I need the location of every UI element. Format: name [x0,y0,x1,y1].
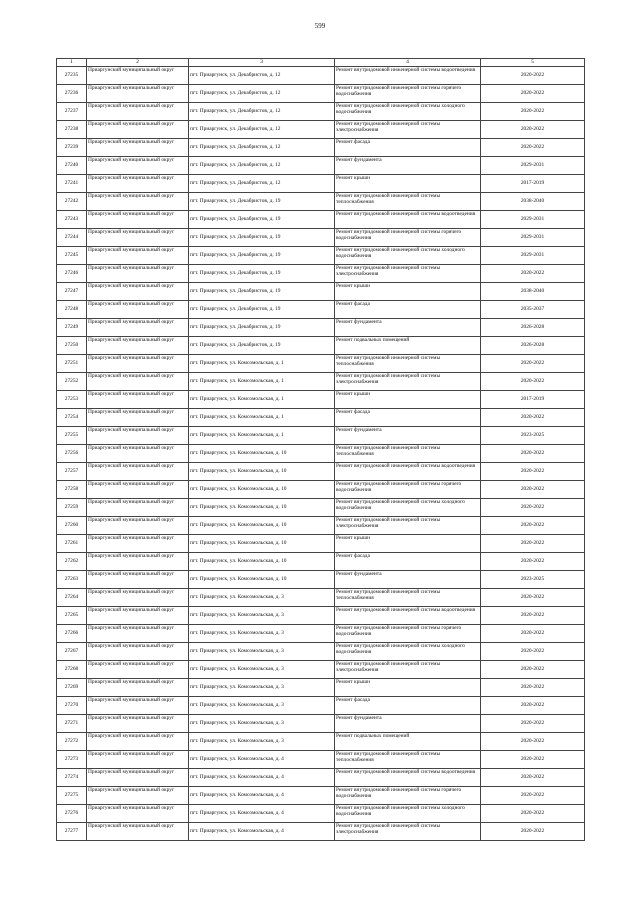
district-cell: Приаргунский муниципальный округ [87,553,189,571]
work-type-cell: Ремонт фундамента [335,571,481,589]
table-row [57,103,585,121]
period-cell: 2020-2022 [481,625,585,643]
period-cell: 2020-2022 [481,643,585,661]
address-cell: пгт. Приаргунск, ул. Комсомольская, д. 1 [189,373,335,391]
address-cell: пгт. Приаргунск, ул. Декабристов, д. 12 [189,85,335,103]
table-row [57,517,585,535]
table-row [57,337,585,355]
work-type-cell: Ремонт фундамента [335,319,481,337]
row-number-cell: 27255 [57,427,87,445]
district-cell: Приаргунский муниципальный округ [87,373,189,391]
address-cell: пгт. Приаргунск, ул. Декабристов, д. 19 [189,247,335,265]
work-type-cell: Ремонт внутридомовой инженерной системы горячего водоснабжения [335,787,481,805]
table-row [57,409,585,427]
work-type-cell: Ремонт крыши [335,679,481,697]
row-number-cell: 27243 [57,211,87,229]
table-row [57,751,585,769]
table-row [57,589,585,607]
period-cell: 2017-2019 [481,175,585,193]
district-cell: Приаргунский муниципальный округ [87,175,189,193]
row-number-cell: 27245 [57,247,87,265]
row-number-cell: 27248 [57,301,87,319]
table-row [57,301,585,319]
table-row [57,481,585,499]
address-cell: пгт. Приаргунск, ул. Комсомольская, д. 3 [189,733,335,751]
table-row [57,121,585,139]
table-row [57,679,585,697]
address-cell: пгт. Приаргунск, ул. Комсомольская, д. 4 [189,823,335,841]
row-number-cell: 27270 [57,697,87,715]
district-cell: Приаргунский муниципальный округ [87,121,189,139]
period-cell: 2017-2019 [481,391,585,409]
table-row [57,391,585,409]
district-cell: Приаргунский муниципальный округ [87,625,189,643]
district-cell: Приаргунский муниципальный округ [87,571,189,589]
work-type-cell: Ремонт внутридомовой инженерной системы электроснабжения [335,121,481,139]
table-row [57,139,585,157]
work-type-cell: Ремонт фасада [335,553,481,571]
district-cell: Приаргунский муниципальный округ [87,481,189,499]
work-type-cell: Ремонт фундамента [335,715,481,733]
row-number-cell: 27235 [57,67,87,85]
address-cell: пгт. Приаргунск, ул. Комсомольская, д. 10 [189,553,335,571]
address-cell: пгт. Приаргунск, ул. Комсомольская, д. 3 [189,715,335,733]
period-cell: 2020-2022 [481,607,585,625]
table-row [57,355,585,373]
period-cell: 2038-2040 [481,193,585,211]
work-type-cell: Ремонт фундамента [335,157,481,175]
district-cell: Приаргунский муниципальный округ [87,283,189,301]
address-cell: пгт. Приаргунск, ул. Комсомольская, д. 4 [189,769,335,787]
district-cell: Приаргунский муниципальный округ [87,211,189,229]
district-cell: Приаргунский муниципальный округ [87,85,189,103]
period-cell: 2020-2022 [481,409,585,427]
district-cell: Приаргунский муниципальный округ [87,463,189,481]
column-header: 4 [335,59,481,67]
row-number-cell: 27237 [57,103,87,121]
period-cell: 2020-2022 [481,265,585,283]
district-cell: Приаргунский муниципальный округ [87,697,189,715]
table-row [57,715,585,733]
period-cell: 2020-2022 [481,661,585,679]
period-cell: 2038-2040 [481,283,585,301]
district-cell: Приаргунский муниципальный округ [87,643,189,661]
work-type-cell: Ремонт внутридомовой инженерной системы электроснабжения [335,373,481,391]
period-cell: 2020-2022 [481,715,585,733]
period-cell: 2026-2028 [481,337,585,355]
address-cell: пгт. Приаргунск, ул. Декабристов, д. 19 [189,211,335,229]
address-cell: пгт. Приаргунск, ул. Комсомольская, д. 10 [189,481,335,499]
district-cell: Приаргунский муниципальный округ [87,265,189,283]
address-cell: пгт. Приаргунск, ул. Комсомольская, д. 1 [189,409,335,427]
period-cell: 2020-2022 [481,553,585,571]
work-type-cell: Ремонт внутридомовой инженерной системы водоотведения [335,607,481,625]
row-number-cell: 27272 [57,733,87,751]
work-type-cell: Ремонт фасада [335,409,481,427]
table-row [57,733,585,751]
district-cell: Приаргунский муниципальный округ [87,733,189,751]
period-cell: 2020-2022 [481,67,585,85]
table-row [57,643,585,661]
district-cell: Приаргунский муниципальный округ [87,679,189,697]
address-cell: пгт. Приаргунск, ул. Декабристов, д. 12 [189,103,335,121]
work-type-cell: Ремонт фасада [335,301,481,319]
district-cell: Приаргунский муниципальный округ [87,247,189,265]
period-cell: 2020-2022 [481,103,585,121]
period-cell: 2020-2022 [481,697,585,715]
row-number-cell: 27242 [57,193,87,211]
column-header: 3 [189,59,335,67]
period-cell: 2020-2022 [481,733,585,751]
row-number-cell: 27239 [57,139,87,157]
work-type-cell: Ремонт внутридомовой инженерной системы теплоснабжения [335,589,481,607]
address-cell: пгт. Приаргунск, ул. Декабристов, д. 12 [189,157,335,175]
district-cell: Приаргунский муниципальный округ [87,517,189,535]
work-type-cell: Ремонт внутридомовой инженерной системы холодного водоснабжения [335,499,481,517]
period-cell: 2020-2022 [481,355,585,373]
period-cell: 2020-2022 [481,823,585,841]
address-cell: пгт. Приаргунск, ул. Комсомольская, д. 3 [189,661,335,679]
row-number-cell: 27263 [57,571,87,589]
work-type-cell: Ремонт внутридомовой инженерной системы водоотведения [335,211,481,229]
work-type-cell: Ремонт внутридомовой инженерной системы электроснабжения [335,823,481,841]
district-cell: Приаргунский муниципальный округ [87,769,189,787]
work-type-cell: Ремонт крыши [335,175,481,193]
district-cell: Приаргунский муниципальный округ [87,427,189,445]
work-type-cell: Ремонт внутридомовой инженерной системы горячего водоснабжения [335,481,481,499]
table-row [57,229,585,247]
row-number-cell: 27276 [57,805,87,823]
address-cell: пгт. Приаргунск, ул. Декабристов, д. 19 [189,229,335,247]
table-row [57,157,585,175]
district-cell: Приаргунский муниципальный округ [87,229,189,247]
table-row [57,535,585,553]
work-type-cell: Ремонт внутридомовой инженерной системы электроснабжения [335,661,481,679]
table-row [57,625,585,643]
period-cell: 2020-2022 [481,589,585,607]
row-number-cell: 27258 [57,481,87,499]
column-header: 5 [481,59,585,67]
row-number-cell: 27256 [57,445,87,463]
table-row [57,427,585,445]
table-row [57,787,585,805]
row-number-cell: 27262 [57,553,87,571]
period-cell: 2020-2022 [481,373,585,391]
row-number-cell: 27274 [57,769,87,787]
row-number-cell: 27277 [57,823,87,841]
table-row [57,193,585,211]
address-cell: пгт. Приаргунск, ул. Декабристов, д. 12 [189,67,335,85]
capital-repair-table [56,58,585,841]
period-cell: 2020-2022 [481,787,585,805]
table-row [57,463,585,481]
district-cell: Приаргунский муниципальный округ [87,301,189,319]
work-type-cell: Ремонт фасада [335,697,481,715]
table-row [57,373,585,391]
capital-repair-table-container [56,58,584,841]
district-cell: Приаргунский муниципальный округ [87,337,189,355]
work-type-cell: Ремонт внутридомовой инженерной системы водоотведения [335,67,481,85]
address-cell: пгт. Приаргунск, ул. Декабристов, д. 19 [189,301,335,319]
district-cell: Приаргунский муниципальный округ [87,499,189,517]
table-row [57,175,585,193]
work-type-cell: Ремонт фундамента [335,427,481,445]
row-number-cell: 27240 [57,157,87,175]
table-row [57,805,585,823]
address-cell: пгт. Приаргунск, ул. Декабристов, д. 19 [189,265,335,283]
row-number-cell: 27271 [57,715,87,733]
district-cell: Приаргунский муниципальный округ [87,715,189,733]
address-cell: пгт. Приаргунск, ул. Декабристов, д. 19 [189,193,335,211]
table-row [57,67,585,85]
period-cell: 2020-2022 [481,481,585,499]
row-number-cell: 27265 [57,607,87,625]
district-cell: Приаргунский муниципальный округ [87,139,189,157]
district-cell: Приаргунский муниципальный округ [87,823,189,841]
period-cell: 2026-2028 [481,319,585,337]
address-cell: пгт. Приаргунск, ул. Комсомольская, д. 1 [189,427,335,445]
period-cell: 2023-2025 [481,427,585,445]
district-cell: Приаргунский муниципальный округ [87,157,189,175]
work-type-cell: Ремонт внутридомовой инженерной системы электроснабжения [335,265,481,283]
period-cell: 2020-2022 [481,679,585,697]
district-cell: Приаргунский муниципальный округ [87,391,189,409]
row-number-cell: 27275 [57,787,87,805]
page-number: 599 [314,22,326,30]
row-number-cell: 27253 [57,391,87,409]
column-header: 1 [57,59,87,67]
period-cell: 2029-2031 [481,211,585,229]
work-type-cell: Ремонт внутридомовой инженерной системы холодного водоснабжения [335,643,481,661]
address-cell: пгт. Приаргунск, ул. Комсомольская, д. 10 [189,517,335,535]
period-cell: 2023-2025 [481,571,585,589]
address-cell: пгт. Приаргунск, ул. Комсомольская, д. 10 [189,463,335,481]
row-number-cell: 27273 [57,751,87,769]
district-cell: Приаргунский муниципальный округ [87,67,189,85]
address-cell: пгт. Приаргунск, ул. Декабристов, д. 19 [189,319,335,337]
address-cell: пгт. Приаргунск, ул. Комсомольская, д. 4 [189,805,335,823]
address-cell: пгт. Приаргунск, ул. Комсомольская, д. 4 [189,751,335,769]
address-cell: пгт. Приаргунск, ул. Комсомольская, д. 3 [189,625,335,643]
table-row [57,607,585,625]
period-cell: 2020-2022 [481,85,585,103]
district-cell: Приаргунский муниципальный округ [87,535,189,553]
row-number-cell: 27252 [57,373,87,391]
work-type-cell: Ремонт внутридомовой инженерной системы электроснабжения [335,517,481,535]
table-row [57,283,585,301]
district-cell: Приаргунский муниципальный округ [87,589,189,607]
work-type-cell: Ремонт внутридомовой инженерной системы теплоснабжения [335,355,481,373]
row-number-cell: 27260 [57,517,87,535]
address-cell: пгт. Приаргунск, ул. Комсомольская, д. 10 [189,445,335,463]
table-row [57,553,585,571]
column-header: 2 [87,59,189,67]
work-type-cell: Ремонт внутридомовой инженерной системы холодного водоснабжения [335,103,481,121]
row-number-cell: 27257 [57,463,87,481]
address-cell: пгт. Приаргунск, ул. Декабристов, д. 12 [189,175,335,193]
table-row [57,571,585,589]
row-number-cell: 27238 [57,121,87,139]
period-cell: 2029-2031 [481,229,585,247]
table-header-row [57,59,585,67]
address-cell: пгт. Приаргунск, ул. Комсомольская, д. 3 [189,643,335,661]
period-cell: 2020-2022 [481,805,585,823]
period-cell: 2020-2022 [481,463,585,481]
work-type-cell: Ремонт подвальных помещений [335,337,481,355]
row-number-cell: 27247 [57,283,87,301]
address-cell: пгт. Приаргунск, ул. Комсомольская, д. 3 [189,679,335,697]
work-type-cell: Ремонт внутридомовой инженерной системы теплоснабжения [335,445,481,463]
work-type-cell: Ремонт внутридомовой инженерной системы горячего водоснабжения [335,625,481,643]
work-type-cell: Ремонт внутридомовой инженерной системы водоотведения [335,769,481,787]
row-number-cell: 27241 [57,175,87,193]
row-number-cell: 27249 [57,319,87,337]
table-row [57,85,585,103]
period-cell: 2020-2022 [481,445,585,463]
period-cell: 2020-2022 [481,139,585,157]
table-row [57,265,585,283]
period-cell: 2035-2037 [481,301,585,319]
district-cell: Приаргунский муниципальный округ [87,193,189,211]
district-cell: Приаргунский муниципальный округ [87,751,189,769]
row-number-cell: 27254 [57,409,87,427]
period-cell: 2029-2031 [481,157,585,175]
row-number-cell: 27236 [57,85,87,103]
period-cell: 2020-2022 [481,121,585,139]
row-number-cell: 27259 [57,499,87,517]
district-cell: Приаргунский муниципальный округ [87,319,189,337]
row-number-cell: 27251 [57,355,87,373]
period-cell: 2029-2031 [481,247,585,265]
period-cell: 2020-2022 [481,499,585,517]
work-type-cell: Ремонт крыши [335,391,481,409]
work-type-cell: Ремонт крыши [335,535,481,553]
work-type-cell: Ремонт внутридомовой инженерной системы теплоснабжения [335,751,481,769]
work-type-cell: Ремонт фасада [335,139,481,157]
district-cell: Приаргунский муниципальный округ [87,661,189,679]
period-cell: 2020-2022 [481,769,585,787]
period-cell: 2020-2022 [481,535,585,553]
table-row [57,211,585,229]
address-cell: пгт. Приаргунск, ул. Комсомольская, д. 3 [189,697,335,715]
address-cell: пгт. Приаргунск, ул. Декабристов, д. 12 [189,121,335,139]
row-number-cell: 27268 [57,661,87,679]
table-row [57,319,585,337]
address-cell: пгт. Приаргунск, ул. Декабристов, д. 12 [189,139,335,157]
row-number-cell: 27261 [57,535,87,553]
district-cell: Приаргунский муниципальный округ [87,445,189,463]
district-cell: Приаргунский муниципальный округ [87,607,189,625]
table-row [57,823,585,841]
table-row [57,661,585,679]
address-cell: пгт. Приаргунск, ул. Комсомольская, д. 4 [189,787,335,805]
address-cell: пгт. Приаргунск, ул. Декабристов, д. 19 [189,337,335,355]
address-cell: пгт. Приаргунск, ул. Комсомольская, д. 10 [189,499,335,517]
address-cell: пгт. Приаргунск, ул. Комсомольская, д. 10 [189,571,335,589]
address-cell: пгт. Приаргунск, ул. Комсомольская, д. 10 [189,535,335,553]
district-cell: Приаргунский муниципальный округ [87,103,189,121]
work-type-cell: Ремонт внутридомовой инженерной системы водоотведения [335,463,481,481]
row-number-cell: 27246 [57,265,87,283]
row-number-cell: 27250 [57,337,87,355]
period-cell: 2020-2022 [481,517,585,535]
work-type-cell: Ремонт подвальных помещений [335,733,481,751]
work-type-cell: Ремонт внутридомовой инженерной системы холодного водоснабжения [335,247,481,265]
row-number-cell: 27244 [57,229,87,247]
address-cell: пгт. Приаргунск, ул. Комсомольская, д. 1 [189,391,335,409]
district-cell: Приаргунский муниципальный округ [87,787,189,805]
address-cell: пгт. Приаргунск, ул. Декабристов, д. 19 [189,283,335,301]
address-cell: пгт. Приаргунск, ул. Комсомольская, д. 1 [189,355,335,373]
table-row [57,697,585,715]
district-cell: Приаргунский муниципальный округ [87,355,189,373]
work-type-cell: Ремонт крыши [335,283,481,301]
work-type-cell: Ремонт внутридомовой инженерной системы теплоснабжения [335,193,481,211]
address-cell: пгт. Приаргунск, ул. Комсомольская, д. 3 [189,589,335,607]
row-number-cell: 27264 [57,589,87,607]
district-cell: Приаргунский муниципальный округ [87,409,189,427]
work-type-cell: Ремонт внутридомовой инженерной системы горячего водоснабжения [335,85,481,103]
work-type-cell: Ремонт внутридомовой инженерной системы холодного водоснабжения [335,805,481,823]
table-row [57,769,585,787]
district-cell: Приаргунский муниципальный округ [87,805,189,823]
table-row [57,445,585,463]
row-number-cell: 27269 [57,679,87,697]
table-row [57,247,585,265]
row-number-cell: 27266 [57,625,87,643]
address-cell: пгт. Приаргунск, ул. Комсомольская, д. 3 [189,607,335,625]
row-number-cell: 27267 [57,643,87,661]
work-type-cell: Ремонт внутридомовой инженерной системы горячего водоснабжения [335,229,481,247]
table-row [57,499,585,517]
period-cell: 2020-2022 [481,751,585,769]
